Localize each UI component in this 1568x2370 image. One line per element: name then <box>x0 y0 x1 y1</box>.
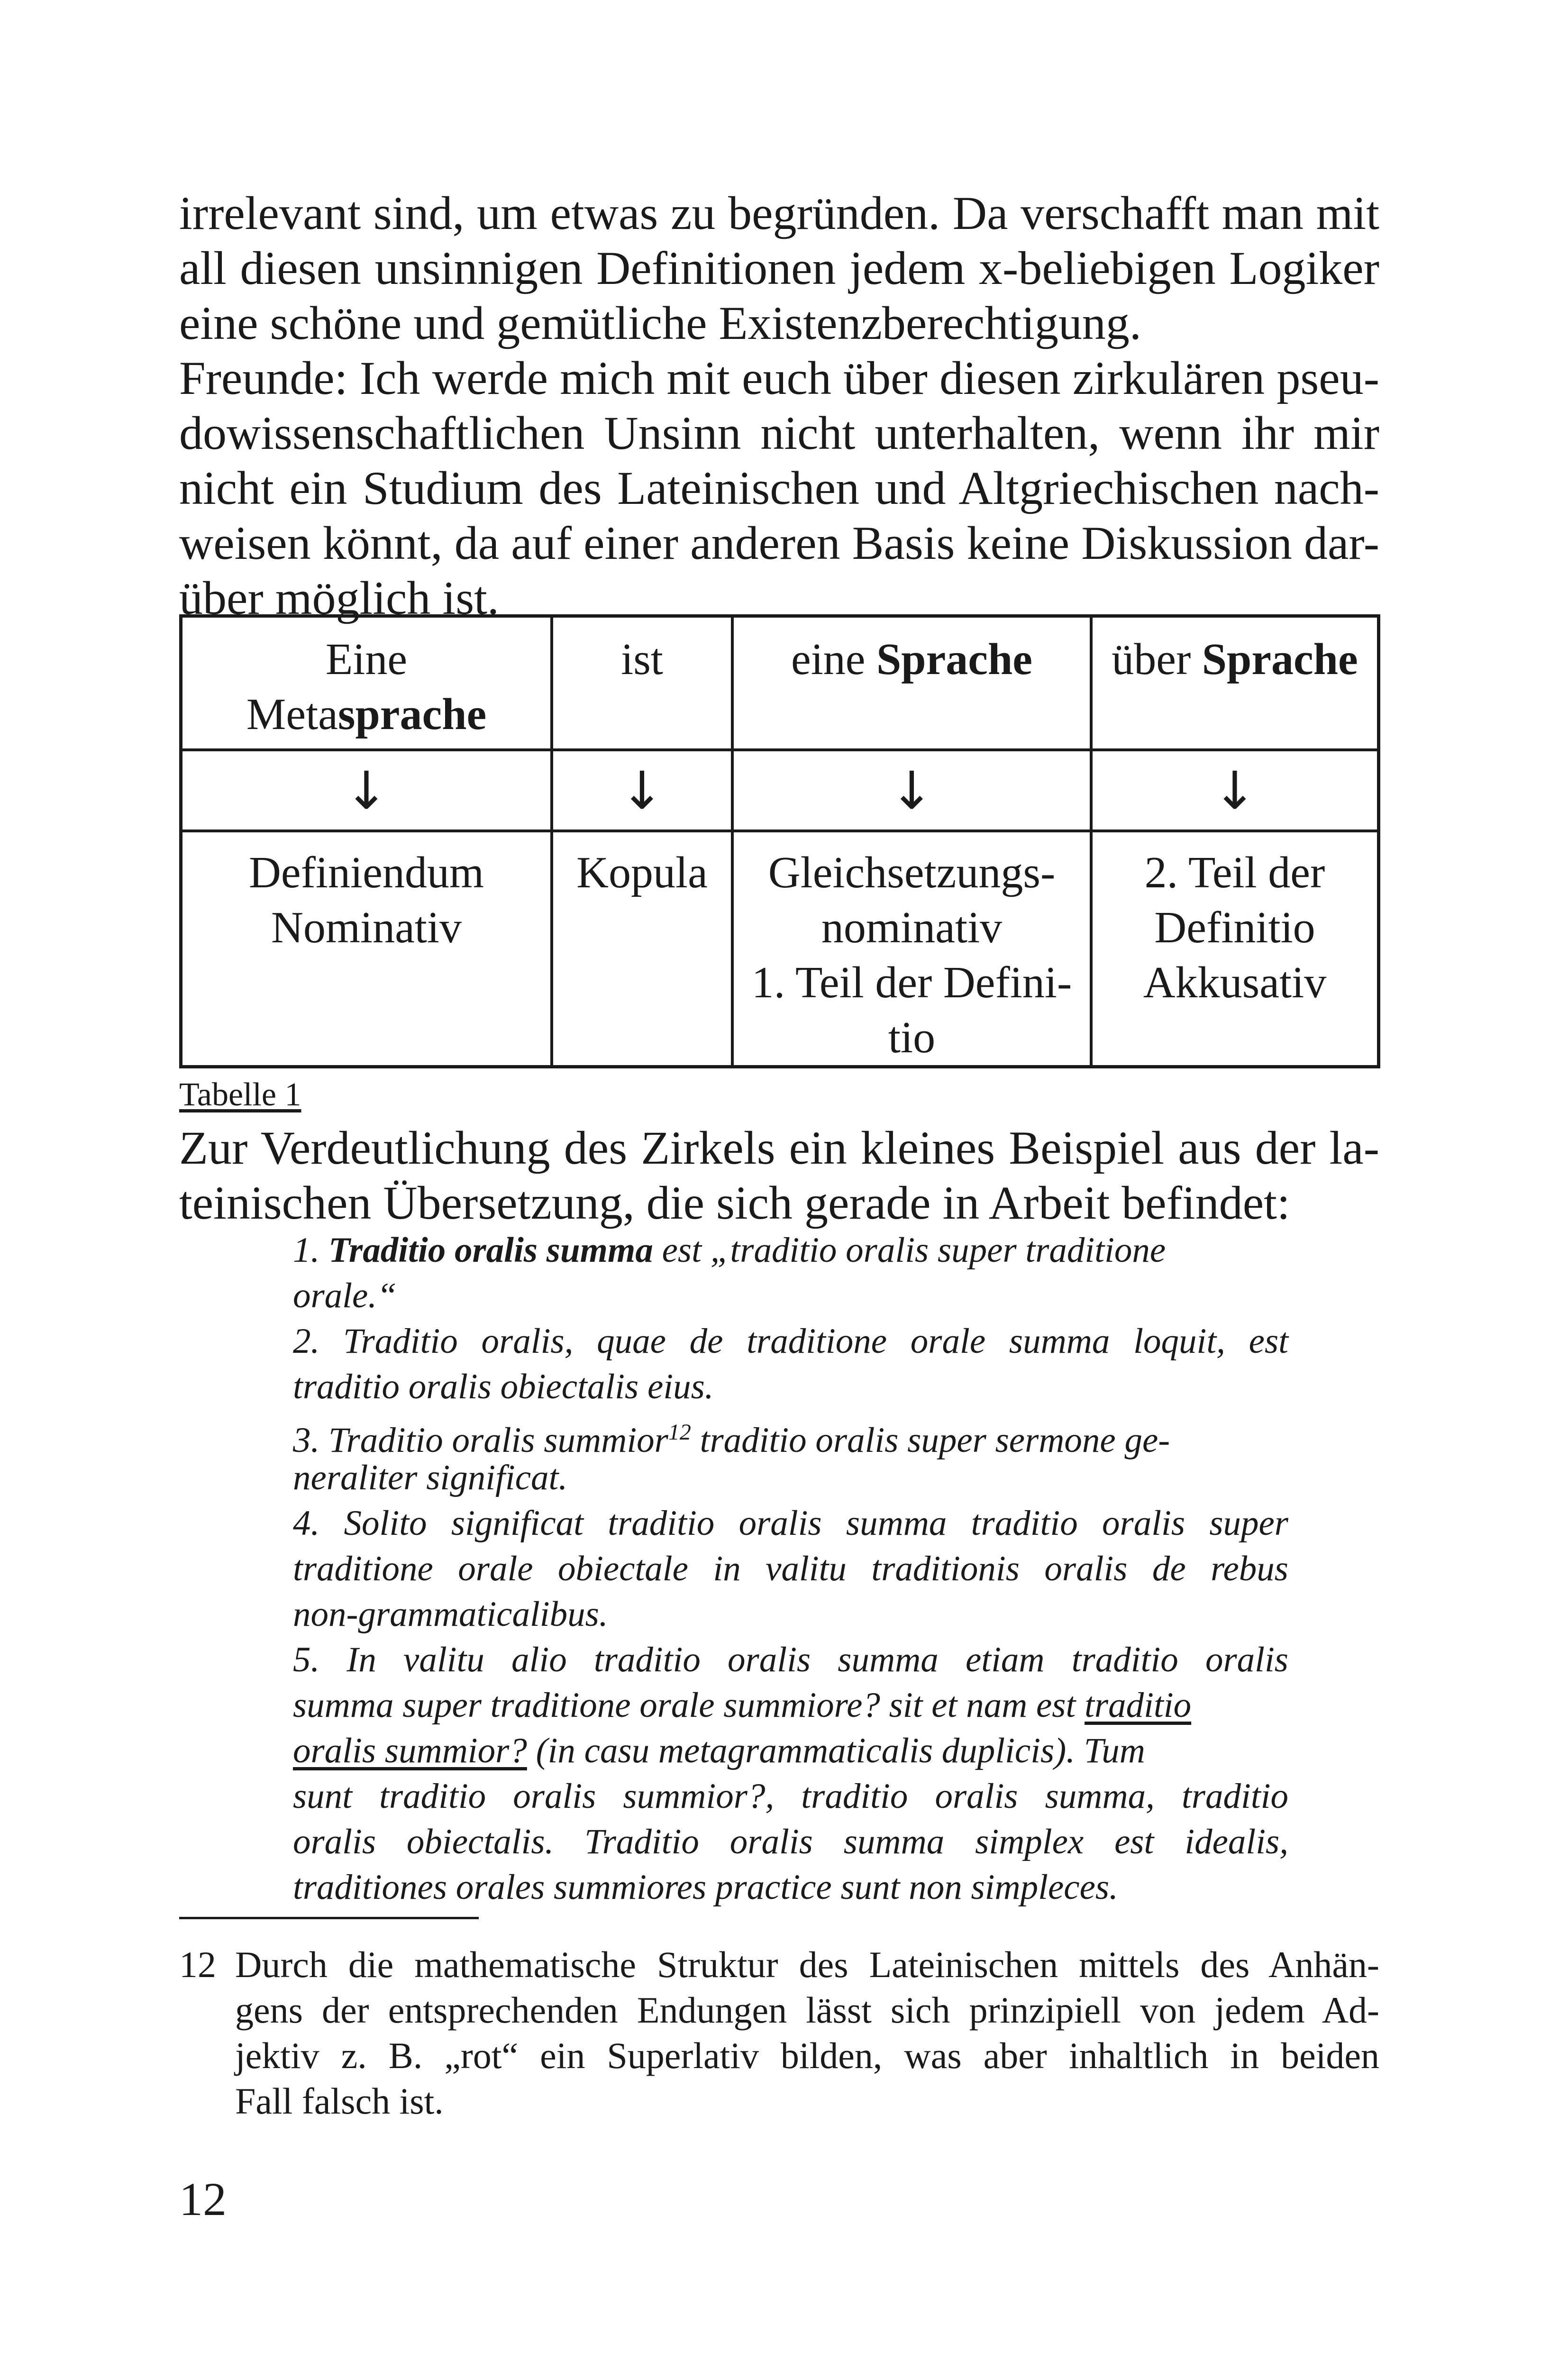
text-line: über möglich ist. <box>179 572 499 624</box>
header-text-bold: sprache <box>337 690 487 739</box>
header-cell-metasprache <box>182 632 550 742</box>
latin-line <box>293 1410 1288 1460</box>
item-number: 1. <box>293 1231 328 1270</box>
header-text <box>1093 632 1377 687</box>
footnote-rule <box>179 1917 479 1919</box>
text-line: Zur Verdeutlichung des Zirkels ein kleines Beispiel aus der la- <box>179 1121 1379 1174</box>
down-arrow-icon: ↓ <box>890 760 934 821</box>
latin-line: neraliter significat. <box>293 1458 568 1497</box>
down-arrow-icon: ↓ <box>1212 760 1257 821</box>
table-caption: Tabelle 1 <box>179 1076 301 1113</box>
header-text <box>182 687 550 742</box>
text-line: weisen könnt, da auf einer anderen Basis keine Diskussion dar- <box>179 517 1379 569</box>
text-line: dowissenschaftlichen Unsinn nicht unterhalten, wenn ihr mir <box>179 407 1379 459</box>
cell-text: tio <box>888 1013 936 1062</box>
cell-text: Kopula <box>576 848 708 897</box>
latin-line: non-grammaticalibus. <box>293 1595 608 1634</box>
header-text-regular: eine <box>791 635 877 684</box>
latin-example-block <box>293 1228 1288 1910</box>
paragraph-2 <box>179 351 1379 626</box>
cell-text: Akkusativ <box>1143 958 1327 1007</box>
text-line: teinischen Übersetzung, die sich gerade in Arbeit befindet: <box>179 1176 1290 1229</box>
latin-line: oralis obiectalis. Traditio oralis summa simplex est idealis, <box>293 1822 1288 1861</box>
header-text-regular: über <box>1112 635 1202 684</box>
header-cell-ueber-sprache <box>1093 632 1377 687</box>
footnote-line: jektiv z. B. „rot“ ein Superlativ bilden, was aber inhaltlich in beiden <box>235 2035 1379 2076</box>
text-line: all diesen unsinnigen Definitionen jedem x-beliebigen Logiker <box>179 242 1379 294</box>
page-number: 12 <box>179 2173 227 2225</box>
latin-line <box>293 1683 1288 1728</box>
latin-line: traditione orale obiectale in valitu traditionis oralis de rebus <box>293 1549 1288 1588</box>
latin-line: 2. Traditio oralis, quae de traditione orale summa loquit, est <box>293 1322 1288 1361</box>
cell-gleichsetzungsnominativ <box>734 845 1090 1065</box>
latin-line <box>293 1228 1288 1273</box>
latin-underlined: traditio <box>1085 1686 1192 1725</box>
header-text-bold: Sprache <box>876 635 1033 684</box>
cell-text: Gleichsetzungs- <box>768 848 1056 897</box>
cell-kopula <box>553 845 731 900</box>
footnote-line: gens der entsprechenden Endungen lässt sich prinzipiell von jedem Ad- <box>235 1989 1379 2031</box>
latin-text: est „traditio oralis super traditione <box>653 1231 1166 1270</box>
footnote-line: Fall falsch ist. <box>235 2080 444 2122</box>
footnote-line: Durch die mathematische Struktur des Lateinischen mittels des Anhän- <box>235 1944 1379 1985</box>
text-line: eine schöne und gemütliche Existenzberechtigung. <box>179 297 1141 349</box>
latin-line: traditiones orales summiores practice sunt non simpleces. <box>293 1868 1118 1907</box>
cell-definiendum <box>182 845 550 955</box>
latin-underlined: oralis summior? <box>293 1731 527 1770</box>
cell-text: Nominativ <box>271 903 462 952</box>
latin-text: 3. Traditio oralis summior <box>293 1421 668 1460</box>
down-arrow-icon: ↓ <box>344 760 389 821</box>
header-text: ist <box>621 635 663 684</box>
metalanguage-table <box>179 614 1380 1068</box>
paragraph-1 <box>179 186 1379 351</box>
cell-text: 1. Teil der Defini- <box>751 958 1072 1007</box>
latin-text: traditio oralis super sermone ge- <box>691 1421 1170 1460</box>
latin-line: 5. In valitu alio traditio oralis summa etiam traditio oralis <box>293 1640 1288 1679</box>
header-cell-ist <box>553 632 731 687</box>
intro-paragraph <box>179 1121 1379 1231</box>
latin-line <box>293 1728 1288 1774</box>
header-text-bold: Sprache <box>1202 635 1358 684</box>
latin-bold-term: Traditio oralis summa <box>328 1231 653 1270</box>
latin-text: summa super traditione orale summiore? sit et nam est <box>293 1686 1085 1725</box>
text-line: nicht ein Studium des Lateinischen und Altgriechischen nach- <box>179 462 1379 514</box>
footnote-ref: 12 <box>668 1420 691 1445</box>
footnote-number: 12 <box>179 1944 216 1985</box>
cell-akkusativ <box>1093 845 1377 1010</box>
cell-text: Definiendum <box>249 848 484 897</box>
footnote-text <box>235 1942 1379 2124</box>
text-line: irrelevant sind, um etwas zu begründen. Da verschafft man mit <box>179 187 1379 239</box>
latin-line: traditio oralis obiectalis eius. <box>293 1367 714 1406</box>
cell-text: Definitio <box>1154 903 1315 952</box>
cell-text: nominativ <box>821 903 1003 952</box>
down-arrow-icon: ↓ <box>620 760 664 821</box>
header-text <box>734 632 1090 687</box>
row-divider <box>182 748 1377 751</box>
row-divider <box>182 830 1377 832</box>
header-cell-eine-sprache <box>734 632 1090 687</box>
header-text-regular: Meta <box>246 690 338 739</box>
text-line: Freunde: Ich werde mich mit euch über diesen zirkulären pseu- <box>179 352 1379 404</box>
latin-line: orale.“ <box>293 1276 397 1315</box>
latin-text: (in casu metagrammaticalis duplicis). Tum <box>527 1731 1145 1770</box>
latin-line: 4. Solito significat traditio oralis summa traditio oralis super <box>293 1504 1288 1543</box>
header-text: Eine <box>325 635 408 684</box>
cell-text: 2. Teil der <box>1144 848 1325 897</box>
latin-line: sunt traditio oralis summior?, traditio oralis summa, traditio <box>293 1777 1288 1816</box>
